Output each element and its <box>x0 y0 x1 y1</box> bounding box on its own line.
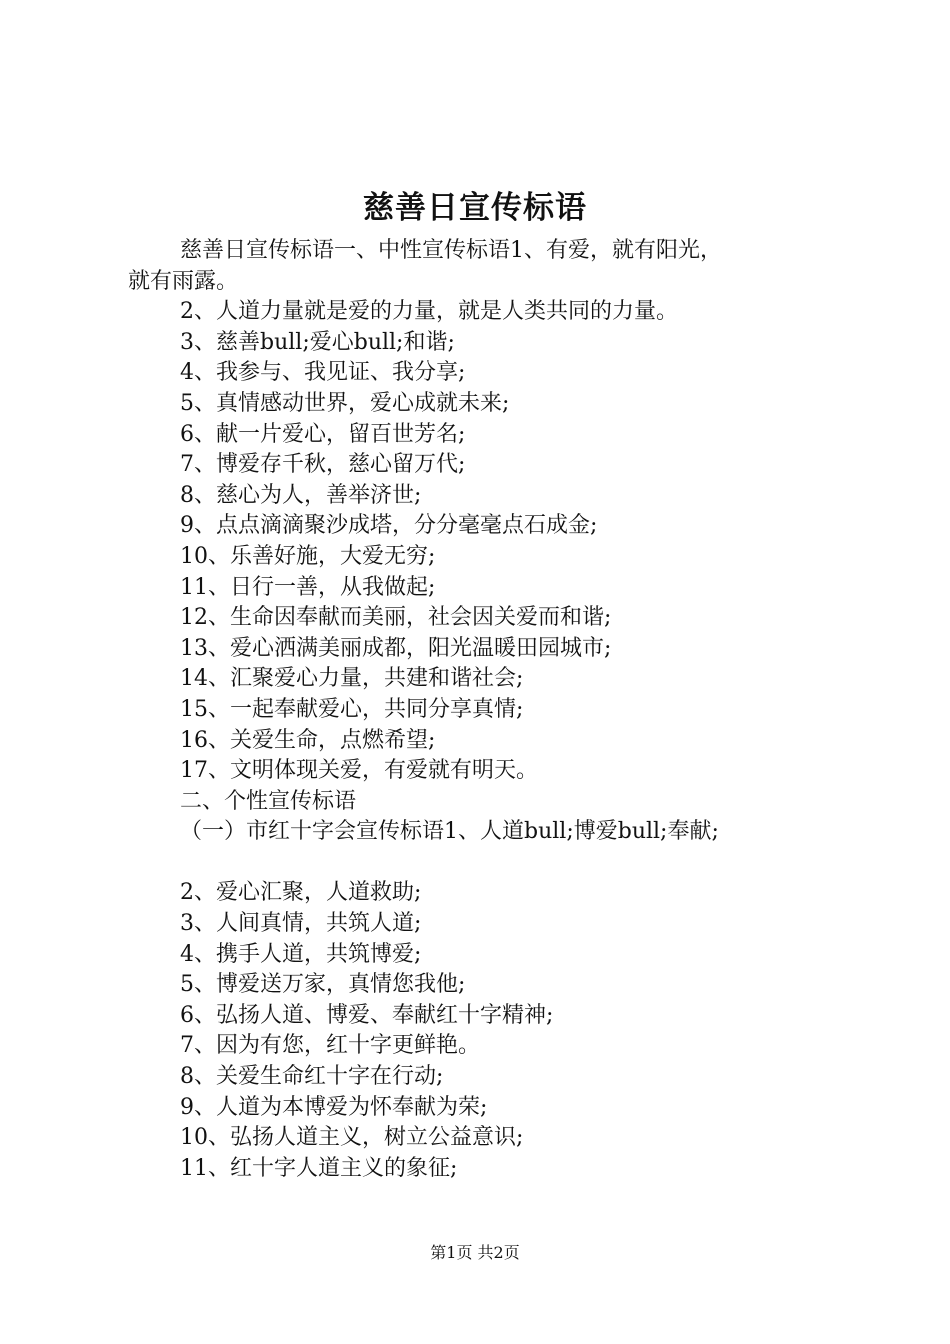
slogan-list-part1 <box>128 297 848 848</box>
slogan-line: 11、红十字人道主义的象征; <box>180 1155 458 1181</box>
document-body <box>128 236 848 1184</box>
intro-line-1: 慈善日宣传标语一、中性宣传标语1、有爱，就有阳光， <box>180 238 722 263</box>
slogan-line: 3、人间真情，共筑人道; <box>180 911 422 937</box>
slogan-line: 10、弘扬人道主义，树立公益意识; <box>180 1125 524 1151</box>
intro-paragraph <box>128 236 848 267</box>
slogan-line: 6、献一片爱心，留百世芳名; <box>180 421 466 447</box>
slogan-line: 7、博爱存千秋，慈心留万代; <box>180 452 466 478</box>
blank-line <box>128 848 848 879</box>
slogan-line: 7、因为有您，红十字更鲜艳。 <box>180 1033 480 1059</box>
slogan-line: 8、慈心为人，善举济世; <box>180 482 422 508</box>
slogan-line: 4、我参与、我见证、我分享; <box>180 360 466 386</box>
slogan-line: 5、真情感动世界，爱心成就未来; <box>180 390 510 416</box>
slogan-line: 12、生命因奉献而美丽，社会因关爱而和谐; <box>180 605 612 631</box>
slogan-line: 4、携手人道，共筑博爱; <box>180 941 422 967</box>
slogan-line: 2、爱心汇聚，人道救助; <box>180 880 422 906</box>
slogan-line: 3、慈善bull;爱心bull;和谐; <box>180 329 455 355</box>
slogan-line: 15、一起奉献爱心，共同分享真情; <box>180 696 524 722</box>
slogan-line: 9、点点滴滴聚沙成塔，分分毫毫点石成金; <box>180 513 598 539</box>
slogan-line: 13、爱心洒满美丽成都，阳光温暖田园城市; <box>180 635 612 661</box>
document-title: 慈善日宣传标语 <box>363 190 587 226</box>
slogan-list-part2 <box>128 878 848 1184</box>
slogan-line: 16、关爱生命，点燃希望; <box>180 727 436 753</box>
slogan-line: 二、个性宣传标语 <box>180 788 357 814</box>
slogan-line: 9、人道为本博爱为怀奉献为荣; <box>180 1094 488 1120</box>
page-footer: 第1页 共2页 <box>430 1243 520 1262</box>
slogan-line: 11、日行一善，从我做起; <box>180 574 436 600</box>
slogan-line: 8、关爱生命红十字在行动; <box>180 1064 444 1090</box>
slogan-line: 17、文明体现关爱，有爱就有明天。 <box>180 758 538 784</box>
slogan-line: 6、弘扬人道、博爱、奉献红十字精神; <box>180 1002 554 1028</box>
slogan-line: （一）市红十字会宣传标语1、人道bull;博爱bull;奉献; <box>180 819 719 845</box>
slogan-line: 14、汇聚爱心力量，共建和谐社会; <box>180 666 524 692</box>
slogan-line: 5、博爱送万家，真情您我他; <box>180 972 466 998</box>
slogan-line: 10、乐善好施，大爱无穷; <box>180 543 436 569</box>
slogan-line: 2、人道力量就是爱的力量，就是人类共同的力量。 <box>180 299 678 325</box>
intro-line-2: 就有雨露。 <box>128 268 239 294</box>
